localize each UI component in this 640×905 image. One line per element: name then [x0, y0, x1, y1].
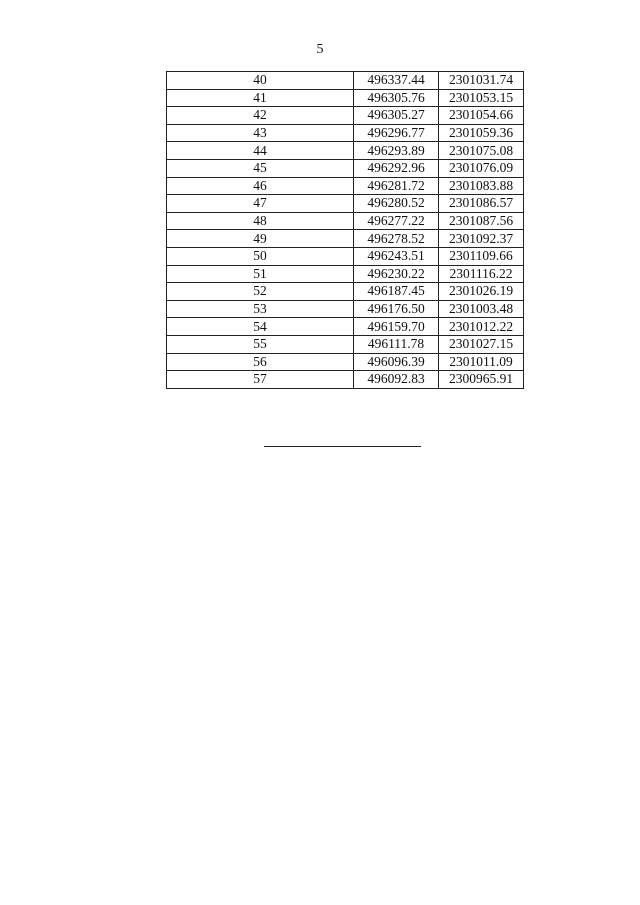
y-coordinate-cell: 2301053.15 [439, 89, 524, 107]
table-row [167, 212, 524, 230]
point-number-cell: 54 [167, 318, 354, 336]
x-coordinate-cell: 496187.45 [354, 283, 439, 301]
table-row [167, 124, 524, 142]
x-coordinate-cell: 496230.22 [354, 265, 439, 283]
point-number-cell: 50 [167, 247, 354, 265]
table-row [167, 300, 524, 318]
point-number-cell: 49 [167, 230, 354, 248]
table-row [167, 247, 524, 265]
table-row [167, 230, 524, 248]
x-coordinate-cell: 496293.89 [354, 142, 439, 160]
x-coordinate-cell: 496176.50 [354, 300, 439, 318]
x-coordinate-cell: 496092.83 [354, 371, 439, 389]
y-coordinate-cell: 2301026.19 [439, 283, 524, 301]
x-coordinate-cell: 496277.22 [354, 212, 439, 230]
point-number-cell: 40 [167, 72, 354, 90]
x-coordinate-cell: 496337.44 [354, 72, 439, 90]
y-coordinate-cell: 2301092.37 [439, 230, 524, 248]
point-number-cell: 42 [167, 107, 354, 125]
point-number-cell: 43 [167, 124, 354, 142]
x-coordinate-cell: 496305.76 [354, 89, 439, 107]
table-row [167, 107, 524, 125]
x-coordinate-cell: 496243.51 [354, 247, 439, 265]
x-coordinate-cell: 496292.96 [354, 159, 439, 177]
table-row [167, 89, 524, 107]
x-coordinate-cell: 496278.52 [354, 230, 439, 248]
y-coordinate-cell: 2300965.91 [439, 371, 524, 389]
x-coordinate-cell: 496281.72 [354, 177, 439, 195]
y-coordinate-cell: 2301031.74 [439, 72, 524, 90]
table-row [167, 371, 524, 389]
y-coordinate-cell: 2301075.08 [439, 142, 524, 160]
point-number-cell: 56 [167, 353, 354, 371]
point-number-cell: 52 [167, 283, 354, 301]
table-row [167, 283, 524, 301]
table-row [167, 159, 524, 177]
point-number-cell: 45 [167, 159, 354, 177]
point-number-cell: 55 [167, 335, 354, 353]
point-number-cell: 44 [167, 142, 354, 160]
y-coordinate-cell: 2301109.66 [439, 247, 524, 265]
table-row [167, 353, 524, 371]
point-number-cell: 46 [167, 177, 354, 195]
x-coordinate-cell: 496305.27 [354, 107, 439, 125]
point-number-cell: 57 [167, 371, 354, 389]
y-coordinate-cell: 2301012.22 [439, 318, 524, 336]
y-coordinate-cell: 2301076.09 [439, 159, 524, 177]
point-number-cell: 41 [167, 89, 354, 107]
table-row [167, 265, 524, 283]
end-of-document-rule [264, 446, 421, 447]
y-coordinate-cell: 2301011.09 [439, 353, 524, 371]
y-coordinate-cell: 2301027.15 [439, 335, 524, 353]
y-coordinate-cell: 2301054.66 [439, 107, 524, 125]
table-row [167, 72, 524, 90]
table-row [167, 195, 524, 213]
point-number-cell: 47 [167, 195, 354, 213]
point-number-cell: 51 [167, 265, 354, 283]
table-row [167, 335, 524, 353]
y-coordinate-cell: 2301059.36 [439, 124, 524, 142]
point-number-cell: 48 [167, 212, 354, 230]
y-coordinate-cell: 2301083.88 [439, 177, 524, 195]
coordinates-table-body [167, 72, 524, 389]
x-coordinate-cell: 496159.70 [354, 318, 439, 336]
y-coordinate-cell: 2301003.48 [439, 300, 524, 318]
table-row [167, 177, 524, 195]
coordinates-table [166, 71, 524, 389]
y-coordinate-cell: 2301086.57 [439, 195, 524, 213]
table-row [167, 318, 524, 336]
point-number-cell: 53 [167, 300, 354, 318]
y-coordinate-cell: 2301116.22 [439, 265, 524, 283]
x-coordinate-cell: 496111.78 [354, 335, 439, 353]
page-number: 5 [316, 42, 324, 57]
table-row [167, 142, 524, 160]
x-coordinate-cell: 496280.52 [354, 195, 439, 213]
x-coordinate-cell: 496296.77 [354, 124, 439, 142]
y-coordinate-cell: 2301087.56 [439, 212, 524, 230]
x-coordinate-cell: 496096.39 [354, 353, 439, 371]
